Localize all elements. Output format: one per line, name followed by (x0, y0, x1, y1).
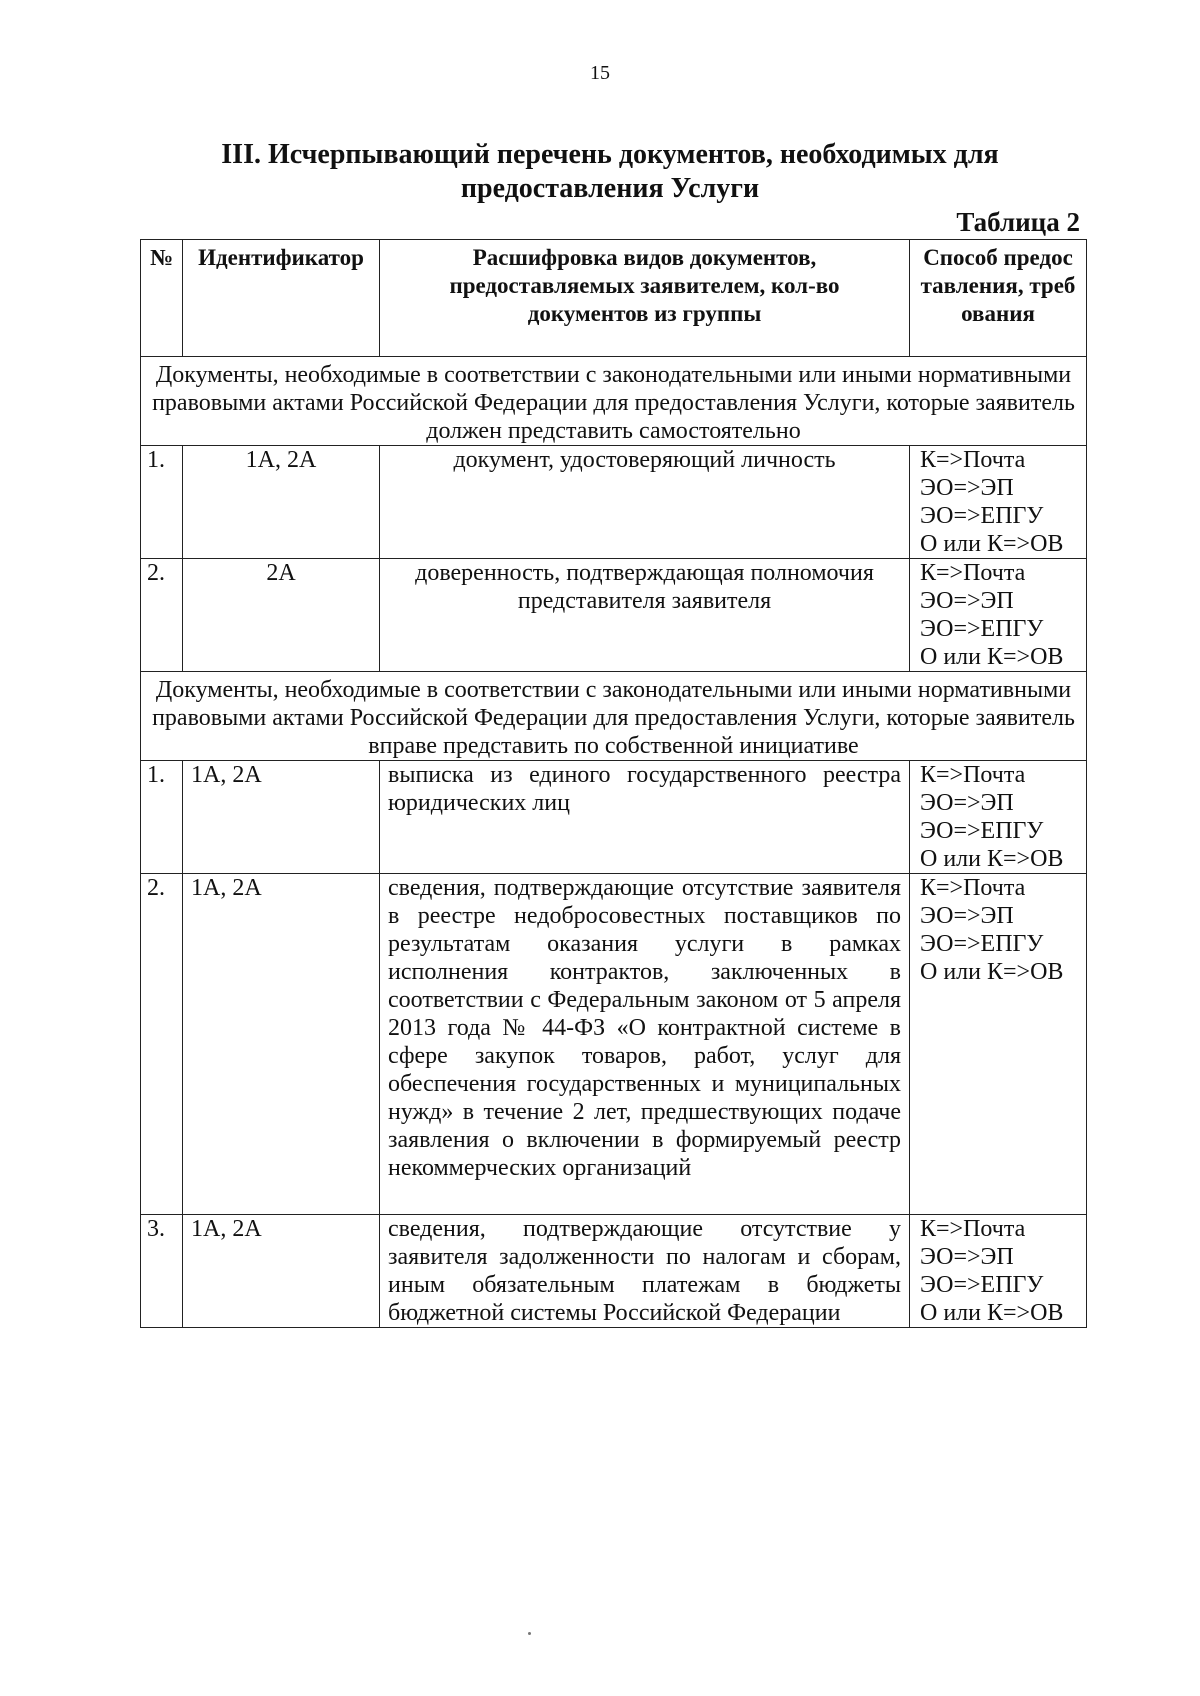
row-methods (910, 559, 1087, 672)
method-line: ЭО=>ЭП (920, 588, 1014, 614)
table-caption: Таблица 2 (956, 207, 1080, 237)
row-description: сведения, подтверждающие отсутствие у заявителя задолженности по налогам и сборам, иным обязательным платежам в бюджеты бюджетной системы Российской Федерации (380, 1215, 910, 1328)
header-method: Способ предоставления, требования (910, 240, 1087, 357)
method-line: ЭО=>ЕПГУ (920, 1272, 1044, 1298)
heading-line-2: предоставления Услуги (460, 173, 760, 204)
header-identifier: Идентификатор (183, 240, 380, 357)
scan-speck (528, 1632, 531, 1635)
method-line: ЭО=>ЭП (920, 475, 1014, 501)
heading-line-1: III. Исчерпывающий перечень документов, необходимых для (221, 139, 999, 170)
group-title: Документы, необходимые в соответствии с законодательными или иными нормативными правовыми актами Российской Федерации для предоставления Услуги, которые заявитель должен представить самостоятельно (141, 357, 1087, 446)
method-line: К=>Почта (920, 875, 1026, 901)
table-row (141, 446, 1087, 559)
group-title: Документы, необходимые в соответствии с законодательными или иными нормативными правовыми актами Российской Федерации для предоставления Услуги, которые заявитель вправе представить по собственной инициативе (141, 672, 1087, 761)
row-methods (910, 1215, 1087, 1328)
row-num: 1. (141, 761, 183, 874)
method-line: О или К=>ОВ (920, 531, 1064, 557)
table-row (141, 559, 1087, 672)
method-line: К=>Почта (920, 560, 1026, 586)
row-description: выписка из единого государственного реестра юридических лиц (380, 761, 910, 874)
row-num: 3. (141, 1215, 183, 1328)
row-identifier: 2А (183, 559, 380, 672)
group-row (141, 357, 1087, 446)
method-line: О или К=>ОВ (920, 959, 1064, 985)
method-line: ЭО=>ЕПГУ (920, 818, 1044, 844)
method-line: ЭО=>ЭП (920, 790, 1014, 816)
row-description: документ, удостоверяющий личность (380, 446, 910, 559)
method-line: ЭО=>ЕПГУ (920, 616, 1044, 642)
method-line: ЭО=>ЕПГУ (920, 931, 1044, 957)
row-methods (910, 761, 1087, 874)
row-methods (910, 446, 1087, 559)
row-num: 2. (141, 874, 183, 1215)
row-methods (910, 874, 1087, 1215)
method-line: О или К=>ОВ (920, 644, 1064, 670)
row-identifier: 1А, 2А (183, 446, 380, 559)
method-line: ЭО=>ЕПГУ (920, 503, 1044, 529)
table-row (141, 761, 1087, 874)
method-line: ЭО=>ЭП (920, 1244, 1014, 1270)
row-description: доверенность, подтверждающая полномочия представителя заявителя (380, 559, 910, 672)
method-line: К=>Почта (920, 762, 1026, 788)
table-row (141, 1215, 1087, 1328)
method-line: К=>Почта (920, 447, 1026, 473)
table-header-row (141, 240, 1087, 357)
documents-table (140, 239, 1087, 1328)
row-num: 2. (141, 559, 183, 672)
row-identifier: 1А, 2А (183, 874, 380, 1215)
header-description: Расшифровка видов документов, предоставляемых заявителем, кол-во документов из группы (380, 240, 910, 357)
row-identifier: 1А, 2А (183, 1215, 380, 1328)
row-identifier: 1А, 2А (183, 761, 380, 874)
method-line: О или К=>ОВ (920, 1300, 1064, 1326)
section-heading (150, 138, 1070, 206)
row-num: 1. (141, 446, 183, 559)
method-line: ЭО=>ЭП (920, 903, 1014, 929)
table-row (141, 874, 1087, 1215)
method-line: К=>Почта (920, 1216, 1026, 1242)
page-number: 15 (590, 62, 610, 84)
group-row (141, 672, 1087, 761)
method-line: О или К=>ОВ (920, 846, 1064, 872)
header-num: № (141, 240, 183, 357)
row-description: сведения, подтверждающие отсутствие заявителя в реестре недобросовестных поставщиков по результатам оказания услуги в рамках исполнения контрактов, заключенных в соответствии с Федеральным законом от 5 апреля 2013 года № 44-ФЗ «О контрактной системе в сфере закупок товаров, работ, услуг для обеспечения государственных и муниципальных нужд» в течение 2 лет, предшествующих подаче заявления о включении в формируемый реестр некоммерческих организаций (380, 874, 910, 1215)
